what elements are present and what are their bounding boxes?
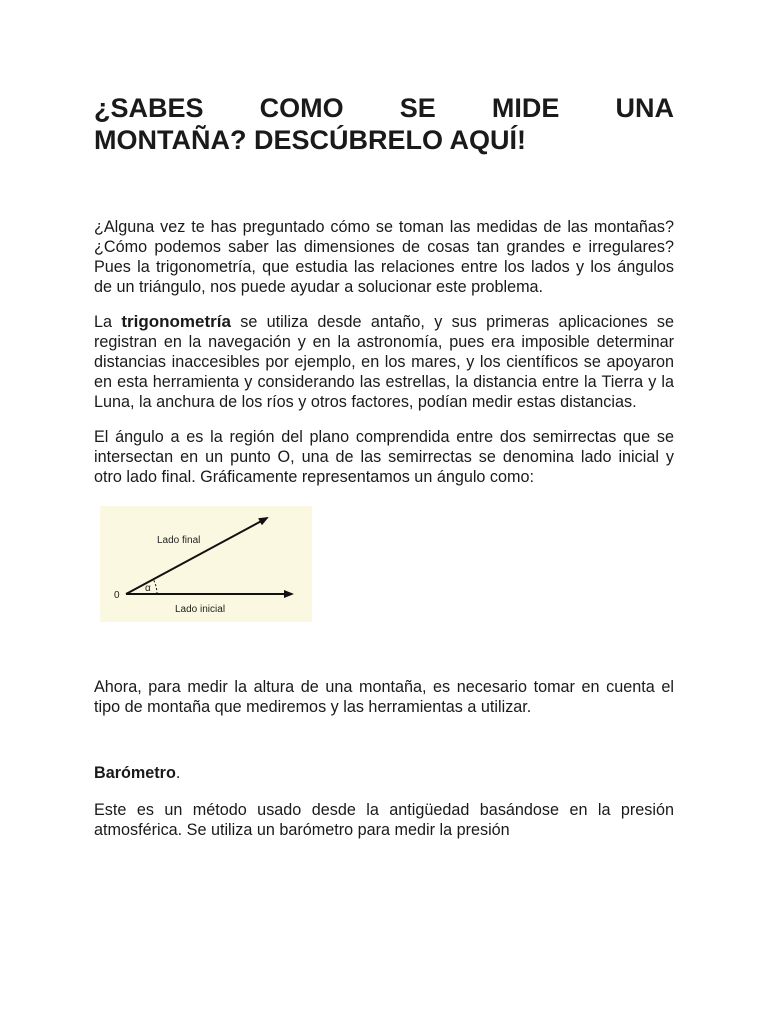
mountain-height-paragraph: Ahora, para medir la altura de una montaña, es necesario tomar en cuenta el tipo de montaña que mediremos y las herramientas a utilizar. xyxy=(94,678,674,716)
barometro-heading-suffix: . xyxy=(175,764,181,782)
page-title xyxy=(94,92,674,156)
angle-arc xyxy=(153,579,157,594)
origin-label: 0 xyxy=(114,590,120,601)
trigonometry-paragraph-rest: se utiliza desde antaño, y sus primeras aplicaciones se registran en la navegación y en la astronomía, pues era imposible determinar distancias inaccesibles por ejemplo, en los mares, y los científicos se apoyaron en esta herramienta y considerando las estrellas, la distancia entre la Tierra y la Luna, la anchura de los ríos y otros factores, podían medir estas distancias. xyxy=(94,313,674,411)
barometro-paragraph: Este es un método usado desde la antigüedad basándose en la presión atmosférica. Se utiliza un barómetro para medir la presión xyxy=(94,801,674,839)
angle-label: α xyxy=(145,583,151,594)
trigonometry-paragraph xyxy=(94,312,674,412)
trigonometry-paragraph-start: La xyxy=(94,313,122,331)
trigonometry-term: trigonometría xyxy=(121,312,231,331)
barometro-heading xyxy=(94,763,674,783)
document-page xyxy=(94,92,674,840)
initial-side-label: Lado inicial xyxy=(175,604,226,615)
title-line-1: ¿SABES COMO SE MIDE UNA xyxy=(94,93,674,123)
barometro-term: Barómetro xyxy=(94,764,176,782)
angle-diagram xyxy=(100,506,312,622)
angle-definition-paragraph: El ángulo a es la región del plano comprendida entre dos semirrectas que se intersectan en un punto O, una de las semirrectas se denomina lado inicial y otro lado final. Gráficamente representamos un ángulo como: xyxy=(94,428,674,486)
intro-paragraph: ¿Alguna vez te has preguntado cómo se toman las medidas de las montañas? ¿Cómo podemos saber las dimensiones de cosas tan grandes e irregulares? Pues la trigonometría, que estudia las relaciones entre los lados y los ángulos de un triángulo, nos puede ayudar a solucionar este problema. xyxy=(94,218,674,296)
angle-diagram-svg xyxy=(100,506,312,622)
title-line-2: MONTAÑA? DESCÚBRELO AQUÍ! xyxy=(94,125,526,155)
final-side-label: Lado final xyxy=(157,535,201,546)
